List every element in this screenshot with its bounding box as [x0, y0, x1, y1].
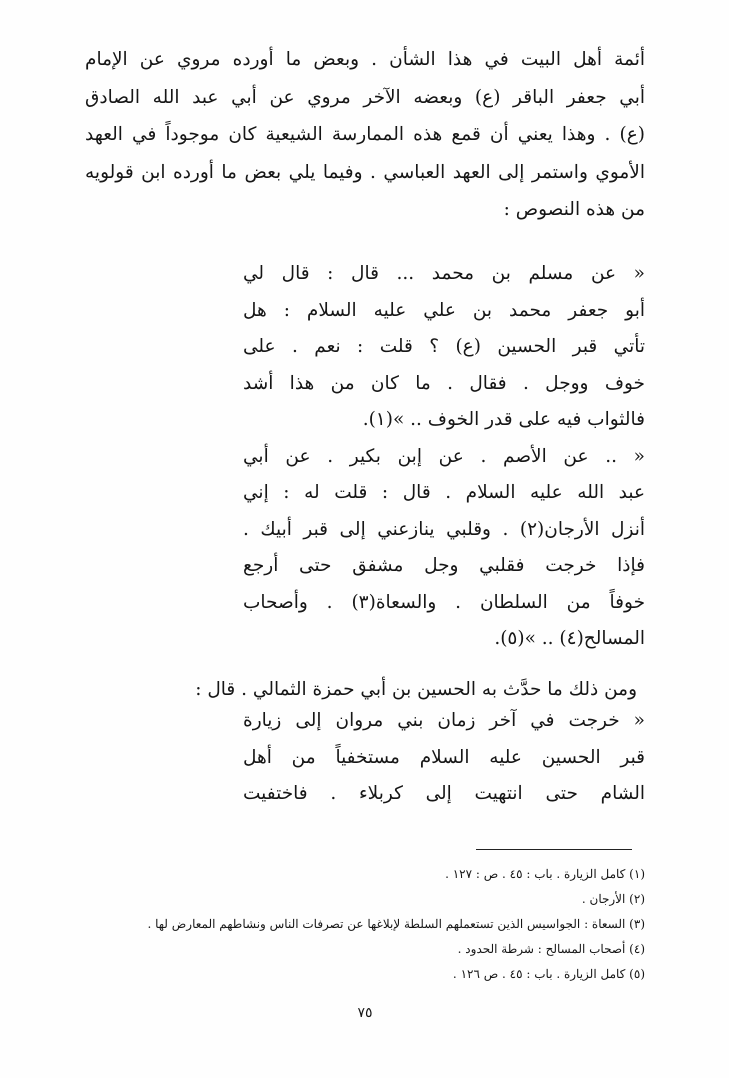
footnote: (٢) الأرجان .: [581, 892, 645, 906]
quote-line: أبو جعفر محمد بن علي عليه السلام : هل: [243, 299, 645, 321]
footnote-divider: [476, 849, 632, 850]
quote-line: فإذا خرجت فقلبي وجل مشفق حتى أرجع: [243, 555, 645, 576]
quote-line: المسالح(٤) .. »(٥).: [494, 628, 645, 649]
narration-quote-block: [243, 256, 645, 658]
text-line: ومن ذلك ما حدَّث به الحسين بن أبي حمزة الثمالي . قال :: [195, 679, 637, 700]
footnote: (١) كامل الزيارة . باب : ٤٥ . ص : ١٢٧ .: [445, 867, 645, 881]
page-number: ٧٥: [357, 1005, 373, 1021]
quote-line: تأتي قبر الحسين (ع) ؟ قلت : نعم . على: [243, 336, 645, 357]
quote-line: خوفاً من السلطان . والسعاة(٣) . وأصحاب: [243, 591, 645, 613]
quote-line: خوف ووجل . فقال . ما كان من هذا أشد: [243, 372, 645, 394]
narration-quote-block: [243, 703, 645, 813]
quote-line: أنزل الأرجان(٢) . وقلبي ينازعني إلى قبر أبيك .: [243, 518, 645, 540]
footnote: (٤) أصحاب المسالح : شرطة الحدود .: [457, 942, 645, 956]
footnote: (٥) كامل الزيارة . باب : ٤٥ . ص ١٢٦ .: [452, 967, 645, 981]
text-line: أبي جعفر الباقر (ع) وبعضه الآخر مروي عن أبي عبد الله الصادق: [85, 86, 645, 108]
text-line: أئمة أهل البيت في هذا الشأن . وبعض ما أورده مروي عن الإمام: [85, 49, 645, 70]
quote-line: قبر الحسين عليه السلام مستخفياً من أهل: [243, 746, 645, 768]
quote-line: عبد الله عليه السلام . قال : قلت له : إني: [243, 482, 645, 503]
intro-paragraph: [85, 41, 645, 229]
quote-line: الشام حتى انتهيت إلى كربلاء . فاختفيت: [243, 783, 645, 804]
text-line: الأموي واستمر إلى العهد العباسي . وفيما يلي بعض ما أورده ابن قولويه: [85, 161, 645, 183]
quote-line: « عن مسلم بن محمد ... قال : قال لي: [243, 263, 645, 284]
text-line: (ع) . وهذا يعني أن قمع هذه الممارسة الشيعية كان موجوداً في العهد: [85, 124, 645, 145]
quote-line: « خرجت في آخر زمان بني مروان إلى زيارة: [243, 710, 645, 731]
quote-line: « .. عن الأصم . عن إبن بكير . عن أبي: [243, 445, 645, 467]
footnote: (٣) السعاة : الجواسيس الذين تستعملهم السلطة لإبلاغها عن تصرفات الناس ونشاطهم المعارض لها .: [147, 917, 645, 931]
text-line: من هذه النصوص :: [503, 199, 645, 220]
footnotes: [85, 862, 645, 987]
quote-line: فالثواب فيه على قدر الخوف .. »(١).: [362, 409, 645, 430]
